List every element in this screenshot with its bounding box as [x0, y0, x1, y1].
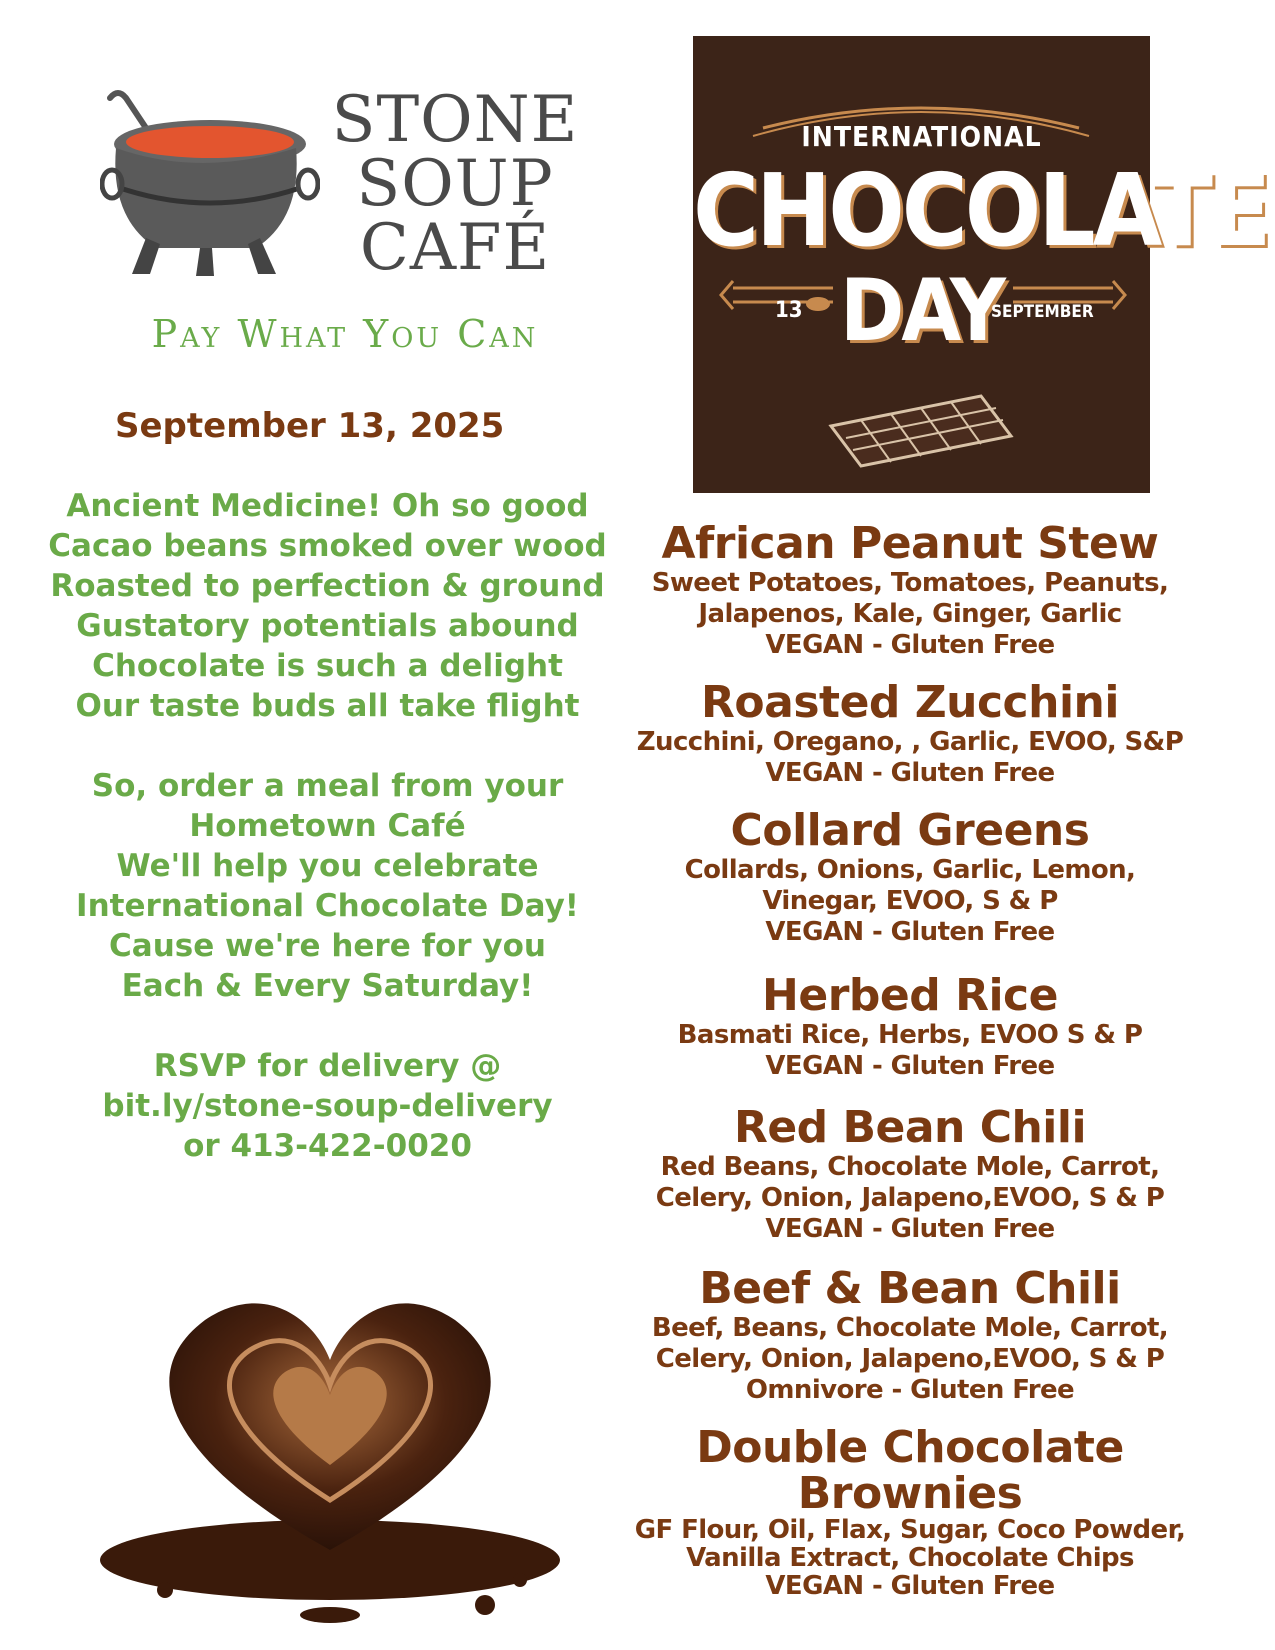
poem-line: Hometown Café — [189, 808, 466, 844]
menu-item — [610, 1265, 1210, 1406]
chocolate-heart-icon — [65, 1260, 595, 1630]
dish-name: Beef & Bean Chili — [699, 1263, 1121, 1314]
promo-poem — [40, 486, 615, 1166]
cafe-name-line: STONE — [331, 83, 579, 157]
menu-item — [610, 1104, 1210, 1245]
cafe-tagline: Pay What You Can — [151, 312, 539, 356]
chocolate-heart-image — [65, 1260, 595, 1630]
poem-line: Gustatory potentials abound — [76, 608, 579, 644]
menu-list — [610, 520, 1210, 1600]
poem-line: Roasted to perfection & ground — [50, 568, 605, 604]
chocolate-day-badge — [693, 36, 1269, 493]
dish-ingredients: Celery, Onion, Jalapeno,EVOO, S & P — [655, 1344, 1165, 1374]
dish-ingredients: Zucchini, Oregano, , Garlic, EVOO, S&P — [636, 727, 1184, 757]
dish-ingredients: Jalapenos, Kale, Ginger, Garlic — [698, 599, 1122, 629]
cafe-name-line: CAFÉ — [359, 211, 551, 285]
menu-item — [610, 679, 1210, 789]
cafe-logo — [100, 83, 590, 358]
dish-ingredients: GF Flour, Oil, Flax, Sugar, Coco Powder, — [634, 1515, 1186, 1545]
menu-item — [610, 807, 1210, 948]
dish-name: Collard Greens — [730, 805, 1090, 856]
poem-line: Cacao beans smoked over wood — [48, 528, 607, 564]
dish-ingredients: Beef, Beans, Chocolate Mole, Carrot, — [651, 1313, 1169, 1343]
dish-diet: VEGAN - Gluten Free — [765, 1214, 1055, 1244]
poem-line: Our taste buds all take flight — [75, 688, 580, 724]
badge-top-text: INTERNATIONAL — [801, 120, 1042, 153]
menu-item — [610, 972, 1210, 1082]
dish-ingredients: Sweet Potatoes, Tomatoes, Peanuts, — [651, 568, 1169, 598]
dish-diet: VEGAN - Gluten Free — [765, 1571, 1055, 1601]
delivery-link[interactable]: bit.ly/stone-soup-delivery — [102, 1088, 553, 1124]
dish-ingredients: Basmati Rice, Herbs, EVOO S & P — [677, 1020, 1143, 1050]
event-date: September 13, 2025 — [115, 406, 505, 446]
cafe-name — [320, 83, 590, 285]
phone-number: or 413-422-0020 — [183, 1128, 472, 1164]
dish-ingredients: Celery, Onion, Jalapeno,EVOO, S & P — [655, 1183, 1165, 1213]
badge-bottom-text: DAY — [840, 261, 1003, 361]
poem-line: Ancient Medicine! Oh so good — [66, 488, 589, 524]
dish-diet: VEGAN - Gluten Free — [765, 917, 1055, 947]
poem-line: International Chocolate Day! — [76, 888, 579, 924]
poem-line: Each & Every Saturday! — [121, 968, 534, 1004]
badge-month: SEPTEMBER — [991, 302, 1094, 322]
dish-diet: VEGAN - Gluten Free — [765, 758, 1055, 788]
dish-name: Brownies — [797, 1468, 1023, 1519]
poem-line: So, order a meal from your — [91, 768, 564, 804]
menu-item — [610, 1424, 1210, 1600]
dish-ingredients: Collards, Onions, Garlic, Lemon, — [684, 855, 1136, 885]
dish-ingredients: Vinegar, EVOO, S & P — [762, 886, 1058, 916]
dish-name: Herbed Rice — [762, 970, 1058, 1021]
chocolate-bar-icon — [821, 386, 1021, 476]
cafe-name-line: SOUP — [356, 147, 554, 221]
dish-ingredients: Vanilla Extract, Chocolate Chips — [686, 1543, 1134, 1573]
soup-cauldron-icon — [100, 88, 320, 288]
poem-line: We'll help you celebrate — [116, 848, 539, 884]
dish-name: Red Bean Chili — [733, 1102, 1087, 1153]
menu-item — [610, 520, 1210, 661]
dish-diet: VEGAN - Gluten Free — [765, 630, 1055, 660]
badge-middle-text: CHOCOLATE — [693, 152, 1269, 269]
poem-line: Cause we're here for you — [109, 928, 546, 964]
dish-diet: VEGAN - Gluten Free — [765, 1051, 1055, 1081]
dish-ingredients: Red Beans, Chocolate Mole, Carrot, — [660, 1152, 1160, 1182]
poem-line: RSVP for delivery @ — [153, 1048, 502, 1084]
dish-name: African Peanut Stew — [661, 518, 1159, 569]
dish-name: Double Chocolate — [696, 1422, 1124, 1473]
dish-diet: Omnivore - Gluten Free — [745, 1375, 1075, 1405]
dish-name: Roasted Zucchini — [701, 677, 1119, 728]
poem-line: Chocolate is such a delight — [92, 648, 563, 684]
badge-day-number: 13 — [775, 298, 803, 323]
